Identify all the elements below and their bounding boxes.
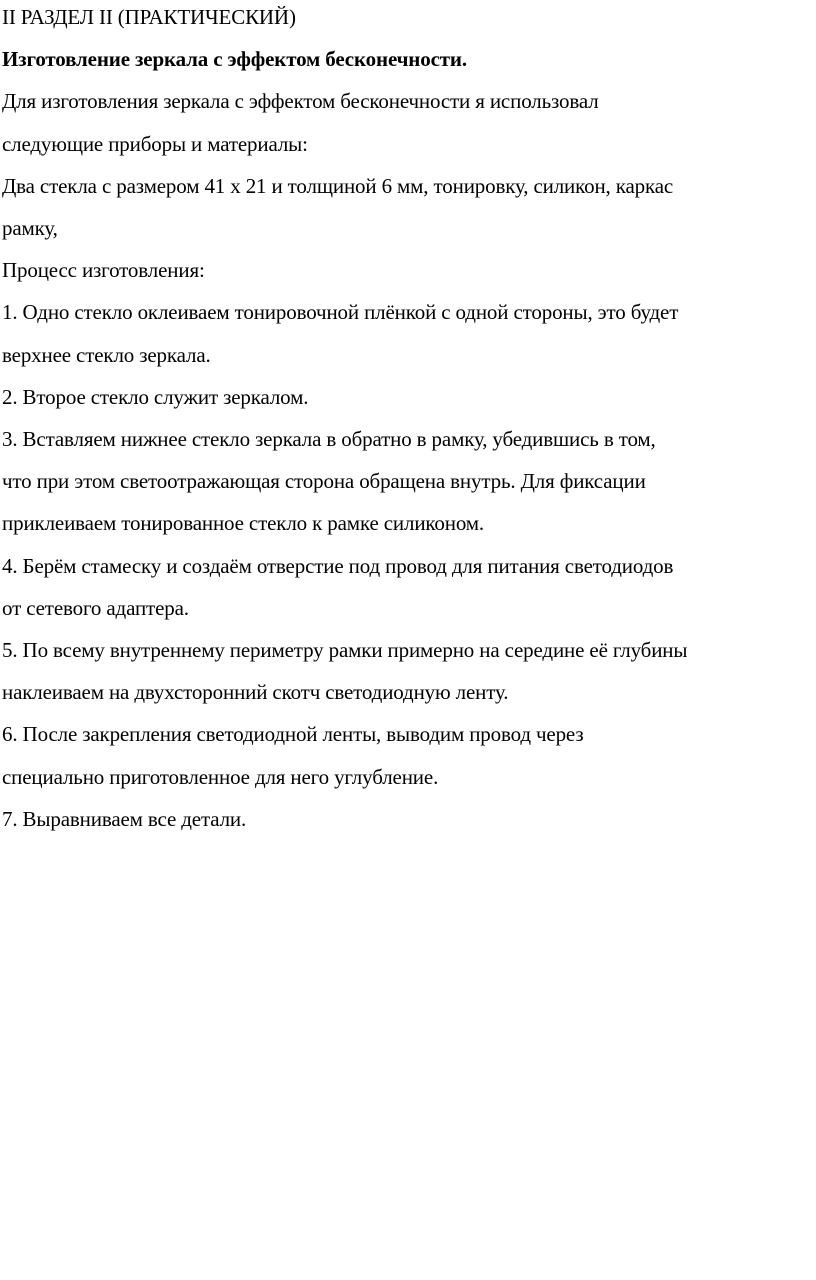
step-4-line-2: от сетевого адаптера. bbox=[2, 595, 189, 620]
step-6-line-2: специально приготовленное для него углубление. bbox=[2, 764, 439, 789]
step-3-line-2: что при этом светоотражающая сторона обращена внутрь. Для фиксации bbox=[2, 469, 646, 494]
document-subtitle: Изготовление зеркала с эффектом бесконечности. bbox=[2, 47, 467, 72]
section-title: II РАЗДЕЛ II (ПРАКТИЧЕСКИЙ) bbox=[2, 5, 296, 29]
intro-line-2: следующие приборы и материалы: bbox=[2, 131, 308, 156]
step-3-line-1: 3. Вставляем нижнее стекло зеркала в обратно в рамку, убедившись в том, bbox=[2, 427, 656, 452]
materials-line-2: рамку, bbox=[2, 216, 58, 241]
step-7-line: 7. Выравниваем все детали. bbox=[2, 806, 247, 831]
step-6-line-1: 6. После закрепления светодиодной ленты, выводим провод через bbox=[2, 722, 584, 747]
step-5-line-1: 5. По всему внутреннему периметру рамки примерно на середине её глубины bbox=[2, 638, 688, 663]
step-3-line-3: приклеиваем тонированное стекло к рамке силиконом. bbox=[2, 511, 485, 536]
materials-line-1: Два стекла с размером 41 х 21 и толщиной 6 мм, тонировку, силикон, каркас bbox=[2, 173, 674, 198]
step-5-line-2: наклеиваем на двухсторонний скотч светодиодную ленту. bbox=[2, 680, 509, 705]
intro-line-1: Для изготовления зеркала с эффектом бесконечности я использовал bbox=[2, 89, 599, 114]
step-2-line: 2. Второе стекло служит зеркалом. bbox=[2, 384, 309, 409]
process-heading: Процесс изготовления: bbox=[2, 258, 205, 283]
step-1-line-1: 1. Одно стекло оклеиваем тонировочной плёнкой с одной стороны, это будет bbox=[2, 300, 679, 325]
step-4-line-1: 4. Берём стамеску и создаём отверстие под провод для питания светодиодов bbox=[2, 553, 674, 578]
step-1-line-2: верхнее стекло зеркала. bbox=[2, 342, 211, 367]
